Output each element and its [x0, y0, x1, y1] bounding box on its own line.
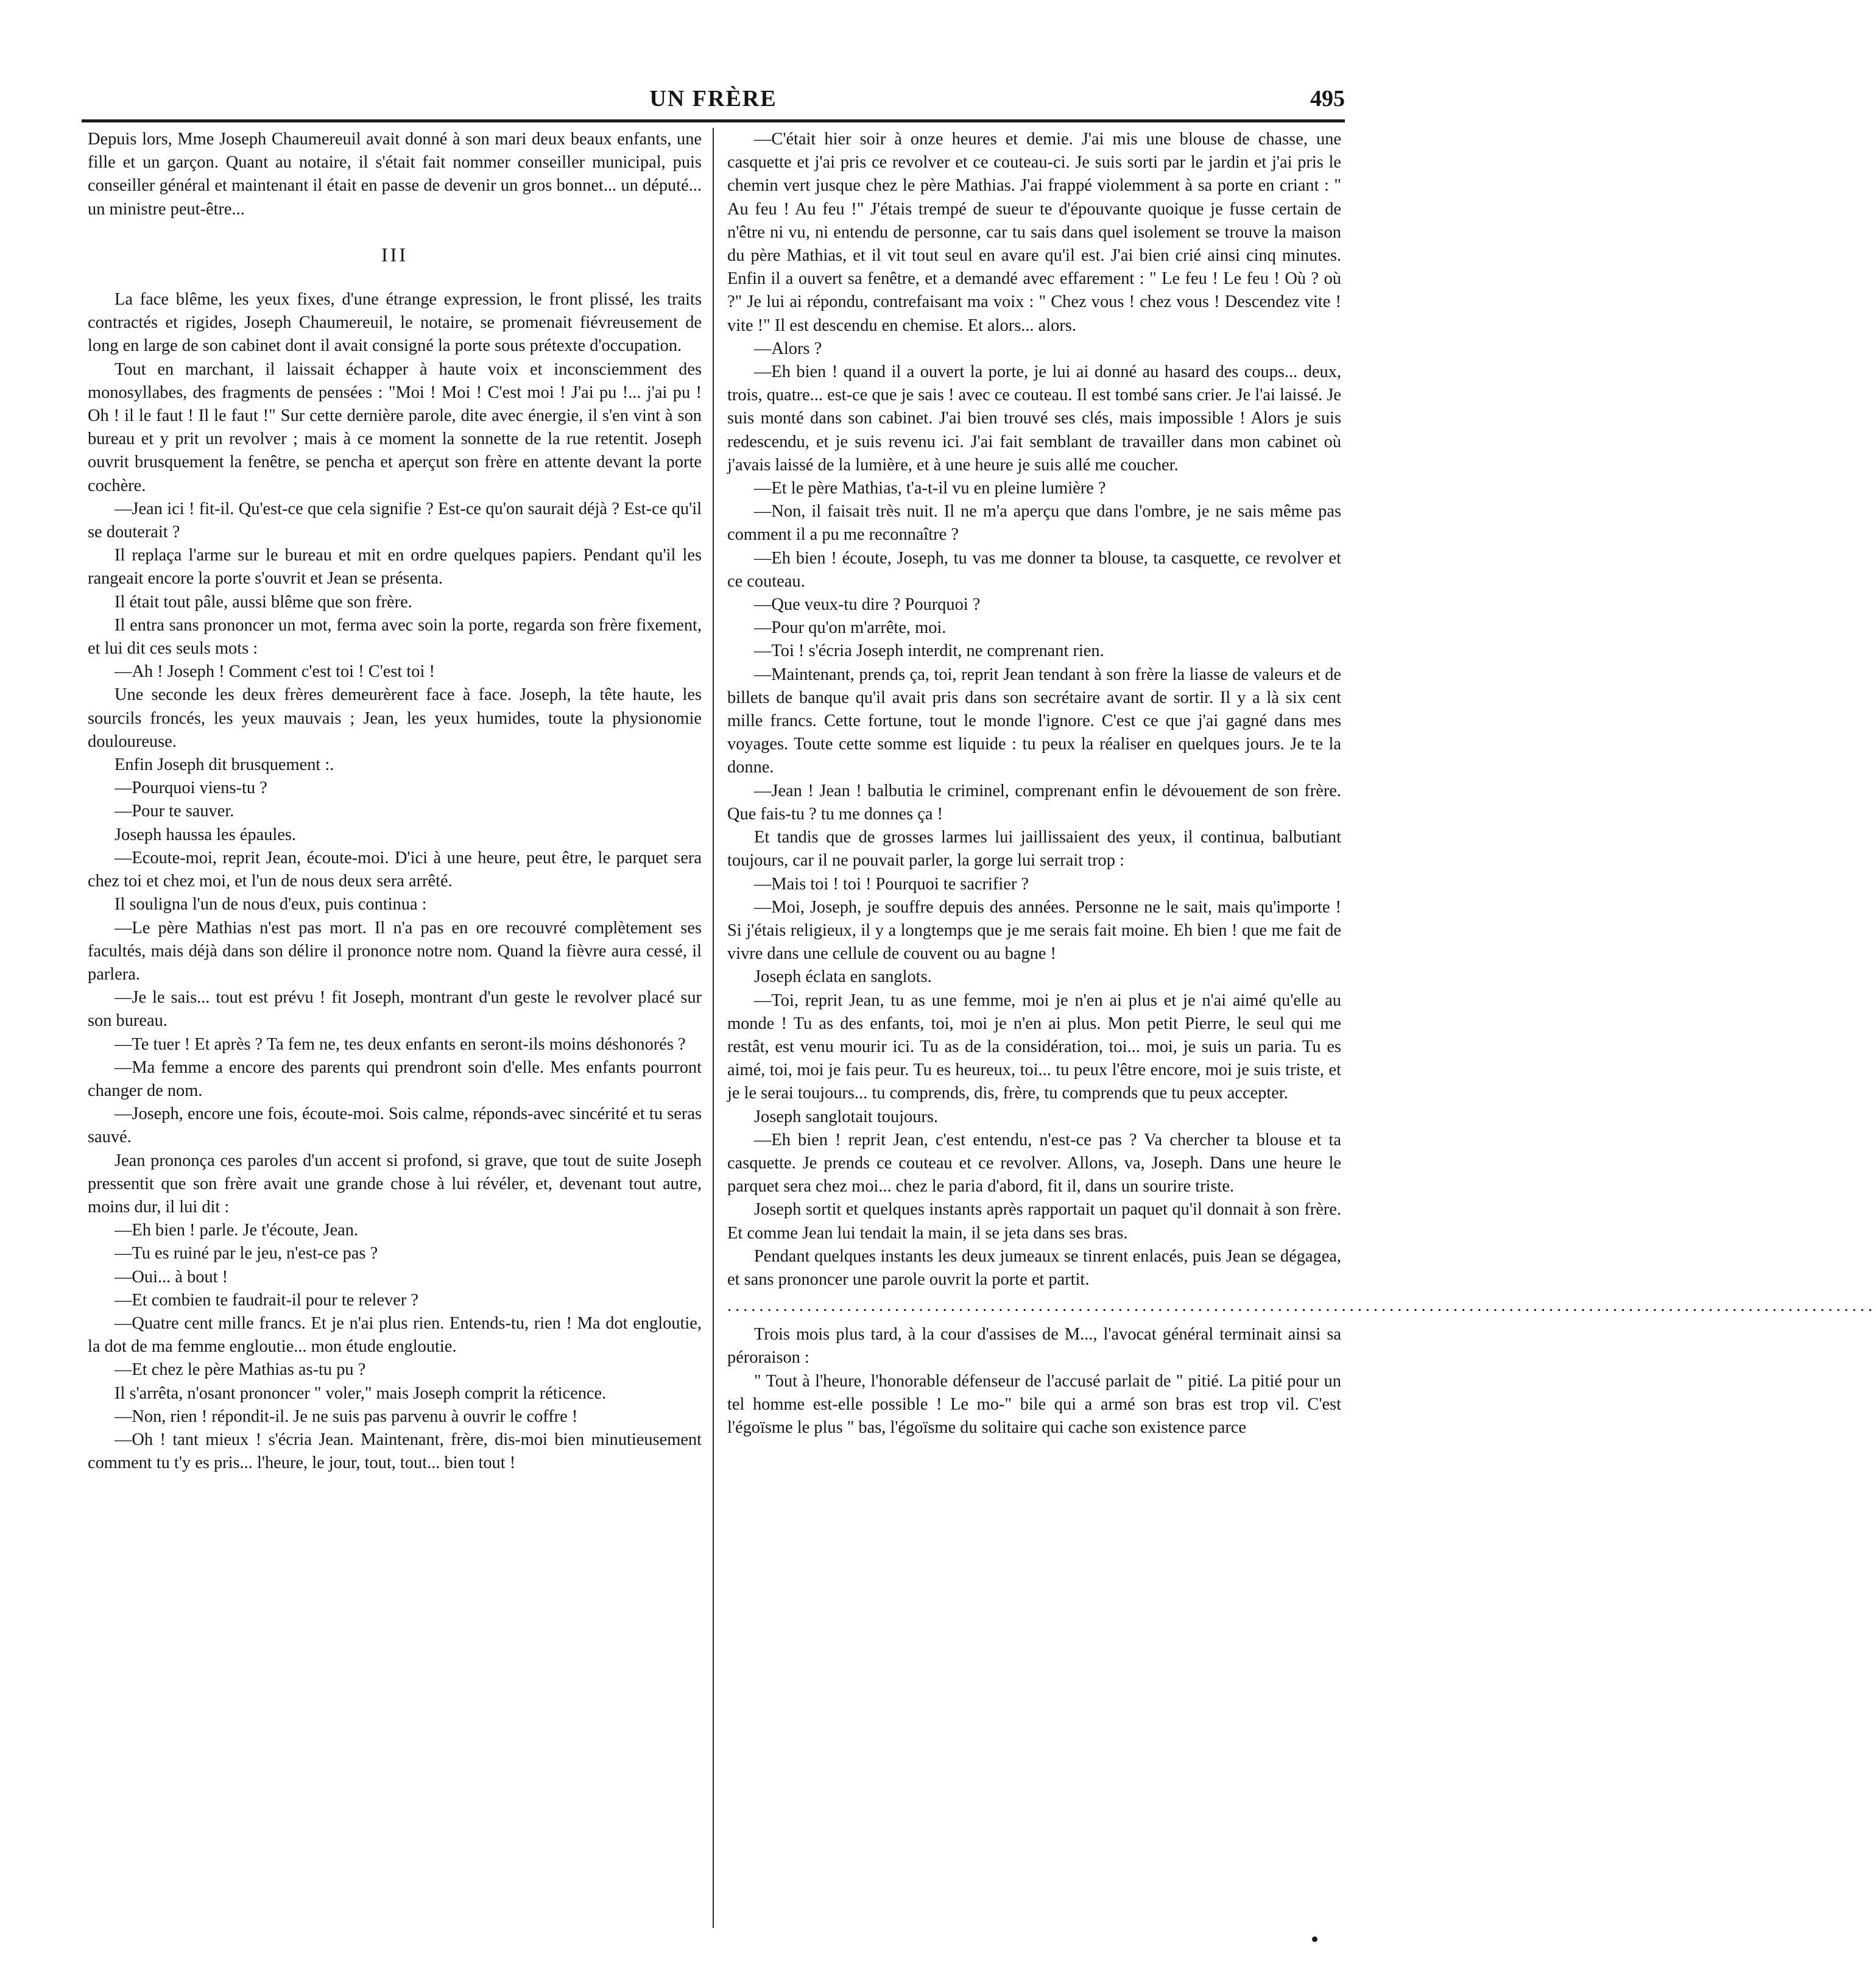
paragraph: La face blême, les yeux fixes, d'une étrange expression, le front plissé, les traits contractés et rigides, Joseph Chaumereuil, le notaire, se promenait fiévreusement de long en large de son cabinet dont il avait consigné la porte sous prétexte d'occupation.	[88, 290, 702, 356]
paragraph: —Joseph, encore une fois, écoute-moi. Sois calme, réponds-avec sincérité et tu seras sauvé.	[88, 1104, 702, 1147]
paragraph: —Mais toi ! toi ! Pourquoi te sacrifier ?	[754, 874, 1029, 894]
paragraph: —Je le sais... tout est prévu ! fit Joseph, montrant d'un geste le revolver placé sur son bureau.	[88, 988, 702, 1031]
paragraph: Joseph sortit et quelques instants après rapportait un paquet qu'il donnait à son frère. Et comme Jean lui tendait la main, il se jeta dans ses bras.	[727, 1200, 1341, 1243]
paragraph: —Non, rien ! répondit-il. Je ne suis pas parvenu à ouvrir le coffre !	[115, 1407, 578, 1426]
running-title: UN FRÈRE	[649, 86, 777, 111]
paragraph: Il replaça l'arme sur le bureau et mit en ordre quelques papiers. Pendant qu'il les rangeait encore la porte s'ouvrit et Jean se présenta.	[88, 546, 702, 588]
paragraph: Il souligna l'un de nous d'eux, puis continua :	[115, 895, 427, 914]
paragraph: " Tout à l'heure, l'honorable défenseur de l'accusé parlait de " pitié. La pitié pour un tel homme est-elle possible ! Le mo-" bile qui a armé son bras est trop vil. C'est l'égoïsme le plus " bas, l'égoïsme du solitaire qui cache son existence parce	[727, 1371, 1341, 1437]
paragraph: Enfin Joseph dit brusquement :.	[115, 755, 334, 775]
ink-dot	[1312, 1936, 1317, 1942]
paragraph: —C'était hier soir à onze heures et demie. J'ai mis une blouse de chasse, une casquette et j'ai pris ce revolver et ce couteau-ci. Je suis sorti par le jardin et j'ai pris le chemin vert jusque chez le père Mathias. J'ai frappé violemment à sa porte en criant : " Au feu ! Au feu !" J'étais trempé de sueur te d'épouvante quoique je fusse certain de n'être ni vu, ni entendu de personne, car tu sais dans quel isolement se trouve la maison du père Mathias, et il vit tout seul en avare qu'il est. J'ai bien crié ainsi cinq minutes. Enfin il a ouvert sa fenêtre, et a demandé avec effarement : " Le feu ! Le feu ! Où ? où ?" Je lui ai répondu, contrefaisant ma voix : " Chez vous ! chez vous ! Descendez vite ! vite !" Il est descendu en chemise. Et alors... alors.	[727, 130, 1341, 335]
paragraph: —Ah ! Joseph ! Comment c'est toi ! C'est toi !	[115, 662, 435, 682]
paragraph: —Non, il faisait très nuit. Il ne m'a aperçu que dans l'ombre, je ne sais même pas comment il a pu me reconnaître ?	[727, 502, 1341, 545]
paragraph: Joseph éclata en sanglots.	[754, 967, 932, 987]
paragraph: —Jean ici ! fit-il. Qu'est-ce que cela signifie ? Est-ce qu'on saurait déjà ? Est-ce qu'il se douterait ?	[88, 499, 702, 542]
paragraph: —Maintenant, prends ça, toi, reprit Jean tendant à son frère la liasse de valeurs et de billets de banque qu'il avait pris dans son secrétaire avant de sortir. Il y a là six cent mille francs. Cette fortune, tout le monde l'ignore. C'est ce que j'ai gagné dans mes voyages. Toute cette somme est liquide : tu peux la réaliser en quelques jours. Je te la donne.	[727, 665, 1341, 777]
paragraph: —Te tuer ! Et après ? Ta fem ne, tes deux enfants en seront-ils moins déshonorés ?	[115, 1034, 686, 1054]
paragraph: —Le père Mathias n'est pas mort. Il n'a pas en ore recouvré complètement ses facultés, mais déjà dans son délire il prononce notre nom. Quand la fièvre aura cessé, il parlera.	[88, 918, 702, 984]
paragraph: —Jean ! Jean ! balbutia le criminel, comprenant enfin le dévouement de son frère. Que fais-tu ? tu me donnes ça !	[727, 781, 1341, 824]
paragraph: —Pourquoi viens-tu ?	[115, 778, 267, 798]
paragraph: —Alors ?	[754, 339, 822, 358]
running-head	[82, 85, 1345, 119]
paragraph: Depuis lors, Mme Joseph Chaumereuil avait donné à son mari deux beaux enfants, une fille et un garçon. Quant au notaire, il s'était fait nommer conseiller municipal, puis conseiller général et maintenant il était en passe de devenir un gros bonnet... un député... un ministre peut-être...	[88, 130, 702, 219]
paragraph: —Toi, reprit Jean, tu as une femme, moi je n'en ai plus et je n'ai aimé qu'elle au monde ! Tu as des enfants, toi, moi je n'en ai plus. Mon petit Pierre, le seul qui me restât, est venu mourir ici. Tu as de la considération, toi... moi, je suis un paria. Tu es aimé, toi, moi je fais peur. Tu es heureux, toi... tu peux l'être encore, moi je suis triste, et je le serai toujours... tu comprends, dis, frère, tu comprends que tu peux accepter.	[727, 990, 1341, 1103]
paragraph: Joseph sanglotait toujours.	[754, 1107, 939, 1126]
paragraph: Trois mois plus tard, à la cour d'assises de M..., l'avocat général terminait ainsi sa péroraison :	[727, 1325, 1341, 1368]
paragraph: —Eh bien ! écoute, Joseph, tu vas me donner ta blouse, ta casquette, ce revolver et ce couteau.	[727, 548, 1341, 591]
paragraph: Il était tout pâle, aussi blême que son frère.	[115, 592, 412, 612]
paragraph: Tout en marchant, il laissait échapper à haute voix et inconsciemment des monosyllabes, des fragments de pensées : "Moi ! Moi ! C'est moi ! J'ai pu !... j'ai pu ! Oh ! il le faut ! Il le faut !" Sur cette dernière parole, dite avec énergie, il s'en vint à son bureau et y prit un revolver ; mais à ce moment la sonnette de la rue retentit. Joseph ouvrit brusquement la fenêtre, se pencha et aperçut son frère en attente devant la porte cochère.	[88, 359, 702, 495]
section-number: III	[381, 243, 408, 266]
paragraph: —Et le père Mathias, t'a-t-il vu en pleine lumière ?	[754, 479, 1106, 498]
column-divider	[713, 128, 714, 1928]
paragraph: —Que veux-tu dire ? Pourquoi ?	[754, 595, 981, 615]
paragraph: —Et combien te faudrait-il pour te relever ?	[115, 1290, 418, 1310]
paragraph: —Pour te sauver.	[115, 802, 234, 821]
paragraph: —Moi, Joseph, je souffre depuis des années. Personne ne le sait, mais qu'importe ! Si j'étais religieux, il y a longtemps que je me serais fait moine. Eh bien ! que me fait de vivre dans une cellule de couvent ou au bagne !	[727, 897, 1341, 964]
paragraph: —Quatre cent mille francs. Et je n'ai plus rien. Entends-tu, rien ! Ma dot engloutie, la dot de ma femme engloutie... mon étude engloutie.	[88, 1313, 702, 1357]
paragraph: Pendant quelques instants les deux jumeaux se tinrent enlacés, puis Jean se dégagea, et sans prononcer une parole ouvrit la porte et partit.	[727, 1246, 1341, 1289]
paragraph: —Eh bien ! reprit Jean, c'est entendu, n'est-ce pas ? Va chercher ta blouse et ta casquette. Je prends ce couteau et ce revolver. Allons, va, Joseph. Dans une heure le parquet sera chez moi... chez le paria d'abord, fit il, dans un sourire triste.	[727, 1130, 1341, 1196]
paragraph: —Et chez le père Mathias as-tu pu ?	[115, 1360, 366, 1380]
right-column	[727, 128, 1876, 1931]
paragraph: Il entra sans prononcer un mot, ferma avec soin la porte, regarda son frère fixement, et lui dit ces seuls mots :	[88, 615, 702, 658]
paragraph: Et tandis que de grosses larmes lui jaillissaient des yeux, il continua, balbutiant toujours, car il ne pouvait parler, la gorge lui serrait trop :	[727, 828, 1341, 870]
header-rule	[82, 119, 1345, 122]
page-number: 495	[1310, 86, 1345, 111]
paragraph: Une seconde les deux frères demeurèrent face à face. Joseph, la tête haute, les sourcils froncés, les yeux mauvais ; Jean, les yeux humides, toute la physionomie douloureuse.	[88, 685, 702, 751]
paragraph: Il s'arrêta, n'osant prononcer " voler," mais Joseph comprit la réticence.	[115, 1383, 607, 1403]
paragraph: Jean prononça ces paroles d'un accent si profond, si grave, que tout de suite Joseph pressentit que son frère avait une grande chose à lui révéler, et, devenant tout autre, moins dur, il lui dit :	[88, 1151, 702, 1216]
left-column	[88, 128, 702, 1931]
dotted-separator: ................................................................................................................................................	[727, 1296, 1876, 1316]
paragraph: Joseph haussa les épaules.	[115, 825, 297, 844]
paragraph: —Eh bien ! parle. Je t'écoute, Jean.	[115, 1221, 359, 1240]
paragraph: —Pour qu'on m'arrête, moi.	[754, 618, 947, 638]
paragraph: —Oh ! tant mieux ! s'écria Jean. Maintenant, frère, dis-moi bien minutieusement comment tu t'y es pris... l'heure, le jour, tout, tout... bien tout !	[88, 1430, 702, 1473]
paragraph: —Ma femme a encore des parents qui prendront soin d'elle. Mes enfants pourront changer de nom.	[88, 1057, 702, 1100]
paragraph: —Ecoute-moi, reprit Jean, écoute-moi. D'ici à une heure, peut être, le parquet sera chez toi et chez moi, et l'un de nous deux sera arrêté.	[88, 848, 702, 891]
paragraph: —Toi ! s'écria Joseph interdit, ne comprenant rien.	[754, 641, 1104, 661]
paragraph: —Eh bien ! quand il a ouvert la porte, je lui ai donné au hasard des coups... deux, trois, quatre... est-ce que je sais ! avec ce couteau. Il est tombé sans crier. Je l'ai laissé. Je suis monté dans son cabinet. J'ai bien trouvé ses clés, mais impossible ! Alors je suis redescendu, et je suis revenu ici. J'ai fait semblant de travailler dans mon cabinet où j'avais laissé de la lumière, et à une heure je suis allé me coucher.	[727, 362, 1341, 475]
paragraph: —Oui... à bout !	[115, 1267, 228, 1287]
paragraph: —Tu es ruiné par le jeu, n'est-ce pas ?	[115, 1244, 378, 1263]
